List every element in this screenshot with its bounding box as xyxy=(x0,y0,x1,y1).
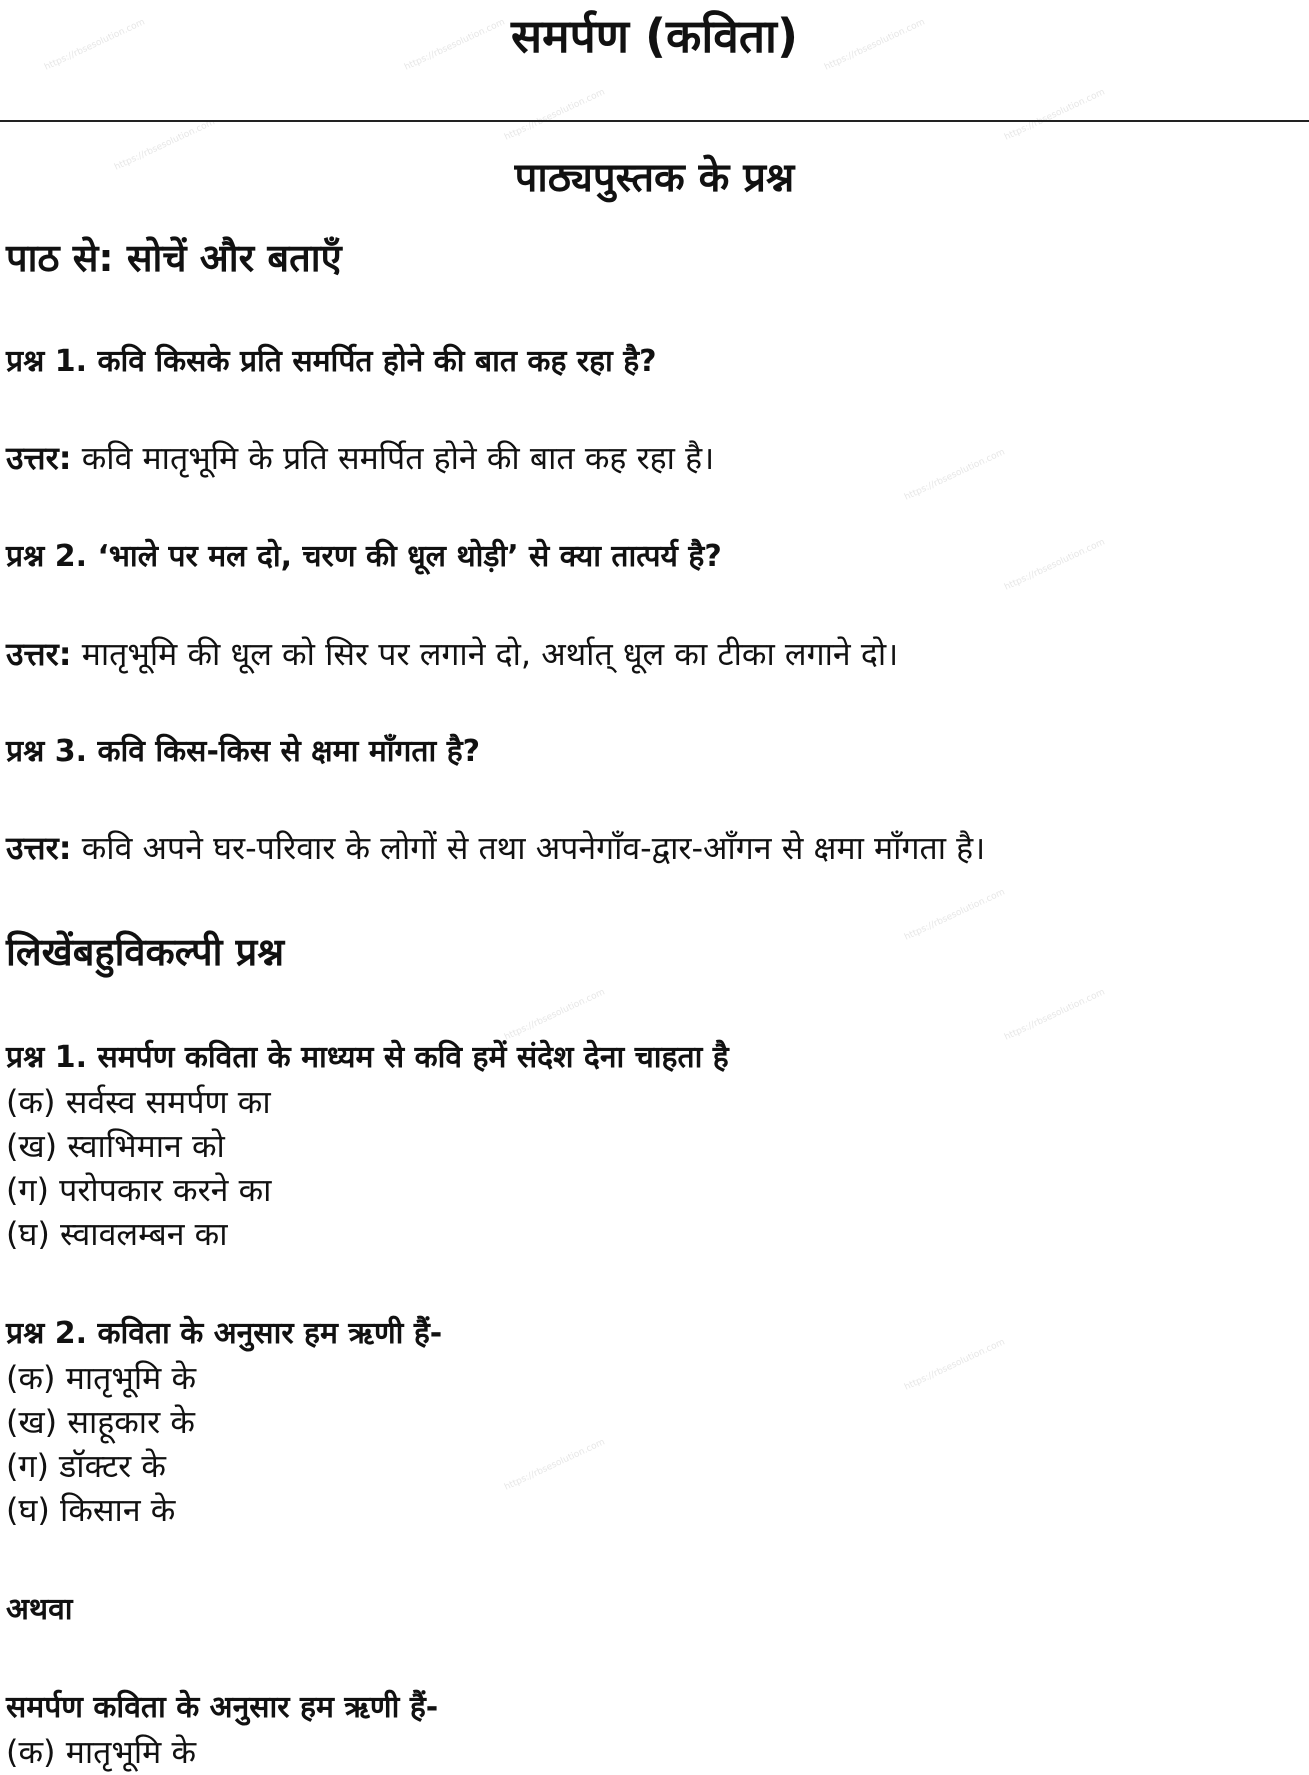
page-title: समर्पण (कविता) xyxy=(510,9,798,63)
answer-2 xyxy=(6,632,898,676)
watermark: https://rbsesolution.com xyxy=(503,1437,607,1493)
mcq-option: (क) मातृभूमि के xyxy=(6,1359,197,1397)
watermark: https://rbsesolution.com xyxy=(43,17,147,73)
watermark: https://rbsesolution.com xyxy=(1003,537,1107,593)
watermark: https://rbsesolution.com xyxy=(503,87,607,143)
watermark: https://rbsesolution.com xyxy=(903,887,1007,943)
watermark: https://rbsesolution.com xyxy=(903,447,1007,503)
watermark: https://rbsesolution.com xyxy=(1003,987,1107,1043)
or-label: अथवा xyxy=(6,1592,73,1627)
section-heading-mcq: लिखेंबहुविकल्पी प्रश्न xyxy=(6,930,285,974)
question-1: प्रश्न 1. कवि किसके प्रति समर्पित होने की बात कह रहा है? xyxy=(6,344,657,379)
answer-label: उत्तर: xyxy=(6,635,72,673)
watermark: https://rbsesolution.com xyxy=(113,117,217,173)
answer-text: मातृभूमि की धूल को सिर पर लगाने दो, अर्थात् धूल का टीका लगाने दो। xyxy=(71,635,899,673)
mcq-question-1: प्रश्न 1. समर्पण कविता के माध्यम से कवि हमें संदेश देना चाहता है xyxy=(6,1040,729,1075)
watermark: https://rbsesolution.com xyxy=(503,987,607,1043)
answer-1 xyxy=(6,436,714,480)
answer-text: कवि अपने घर-परिवार के लोगों से तथा अपनेगाँव-द्वार-आँगन से क्षमा माँगता है। xyxy=(71,829,986,867)
mcq-option: (क) सर्वस्व समर्पण का xyxy=(6,1083,271,1121)
answer-3 xyxy=(6,826,985,870)
watermark: https://rbsesolution.com xyxy=(403,17,507,73)
question-2: प्रश्न 2. ‘भाले पर मल दो, चरण की धूल थोड़ी’ से क्या तात्पर्य है? xyxy=(6,539,722,574)
mcq-option: (घ) किसान के xyxy=(6,1491,176,1529)
mcq-option: (ख) साहूकार के xyxy=(6,1403,195,1441)
section-heading-textbook: पाठ से: सोचें और बताएँ xyxy=(6,236,342,280)
answer-label: उत्तर: xyxy=(6,439,72,477)
mcq-option: (ग) परोपकार करने का xyxy=(6,1171,272,1209)
mcq-option: (घ) स्वावलम्बन का xyxy=(6,1215,228,1253)
answer-label: उत्तर: xyxy=(6,829,72,867)
page-subtitle: पाठ्यपुस्तक के प्रश्न xyxy=(514,155,795,201)
mcq-alt-question: समर्पण कविता के अनुसार हम ऋणी हैं- xyxy=(6,1690,439,1725)
watermark: https://rbsesolution.com xyxy=(1003,87,1107,143)
mcq-option: (ग) डॉक्टर के xyxy=(6,1447,166,1485)
question-3: प्रश्न 3. कवि किस-किस से क्षमा माँगता है? xyxy=(6,734,481,769)
watermark: https://rbsesolution.com xyxy=(903,1337,1007,1393)
mcq-option: (क) मातृभूमि के xyxy=(6,1733,197,1771)
title-divider xyxy=(0,120,1309,122)
watermark: https://rbsesolution.com xyxy=(823,17,927,73)
mcq-question-2: प्रश्न 2. कविता के अनुसार हम ऋणी हैं- xyxy=(6,1316,443,1351)
answer-text: कवि मातृभूमि के प्रति समर्पित होने की बात कह रहा है। xyxy=(71,439,715,477)
mcq-option: (ख) स्वाभिमान को xyxy=(6,1127,225,1165)
